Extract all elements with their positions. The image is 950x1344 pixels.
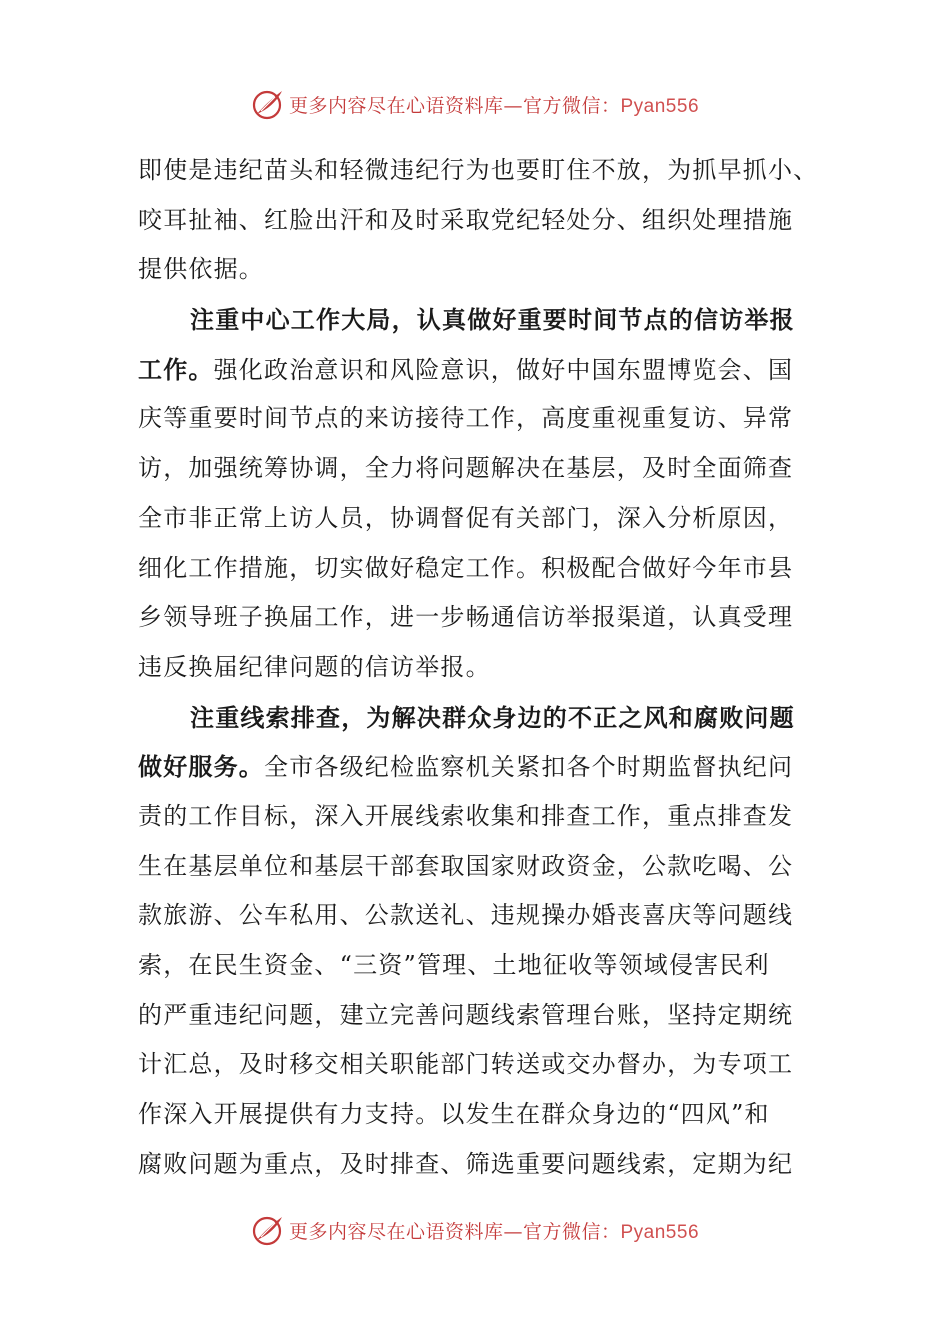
text-line: 乡领导班子换届工作，进一步畅通信访举报渠道，认真受理: [138, 603, 794, 632]
text-line: 的严重违纪问题，建立完善问题线索管理台账，坚持定期统: [138, 1000, 794, 1029]
text-line: 索，在民生资金、“三资”管理、土地征收等领域侵害民利: [138, 951, 770, 979]
text-line: 庆等重要时间节点的来访接待工作，高度重视重复访、异常: [138, 404, 794, 433]
document-body: [138, 146, 818, 1189]
section-heading: 注重中心工作大局，认真做好重要时间节点的信访举报: [190, 305, 795, 335]
header-watermark: [0, 80, 950, 128]
quill-logo-icon: [251, 87, 285, 121]
text-line: 即使是违纪苗头和轻微违纪行为也要盯住不放，为抓早抓小、: [138, 156, 819, 184]
text-line: 全市非正常上访人员，协调督促有关部门，深入分析原因，: [138, 503, 794, 532]
text-line: 计汇总，及时移交相关职能部门转送或交办督办，为专项工: [138, 1050, 794, 1079]
text-line: 作深入开展提供有力支持。以发生在群众身边的“四风”和: [138, 1100, 770, 1129]
text-line: 工作。强化政治意识和风险意识，做好中国东盟博览会、国: [138, 354, 794, 384]
text-line: 违反换届纪律问题的信访举报。: [138, 652, 491, 681]
text-line: 咬耳扯袖、红脸出汗和及时采取党纪轻处分、组织处理措施: [138, 205, 794, 234]
watermark-text: 更多内容尽在心语资料库—官方微信：Pyan556: [288, 1220, 700, 1243]
footer-watermark: [0, 1206, 950, 1254]
section-heading: 注重线索排查，为解决群众身边的不正之风和腐败问题: [190, 702, 795, 732]
watermark-text: 更多内容尽在心语资料库—官方微信：Pyan556: [288, 94, 700, 117]
text-line: 款旅游、公车私用、公款送礼、违规操办婚丧喜庆等问题线: [138, 901, 794, 930]
text-line: 责的工作目标，深入开展线索收集和排查工作，重点排查发: [138, 801, 794, 830]
quill-logo-icon: [251, 1213, 285, 1247]
text-line: 细化工作措施，切实做好稳定工作。积极配合做好今年市县: [138, 553, 794, 582]
text-line: 腐败问题为重点，及时排查、筛选重要问题线索，定期为纪: [138, 1149, 794, 1178]
text-line: 提供依据。: [138, 255, 264, 284]
text-line: 访，加强统筹协调，全力将问题解决在基层，及时全面筛查: [138, 454, 794, 483]
text-line: 做好服务。全市各级纪检监察机关紧扣各个时期监督执纪问: [138, 752, 794, 782]
text-line: 生在基层单位和基层干部套取国家财政资金，公款吃喝、公: [138, 851, 794, 880]
